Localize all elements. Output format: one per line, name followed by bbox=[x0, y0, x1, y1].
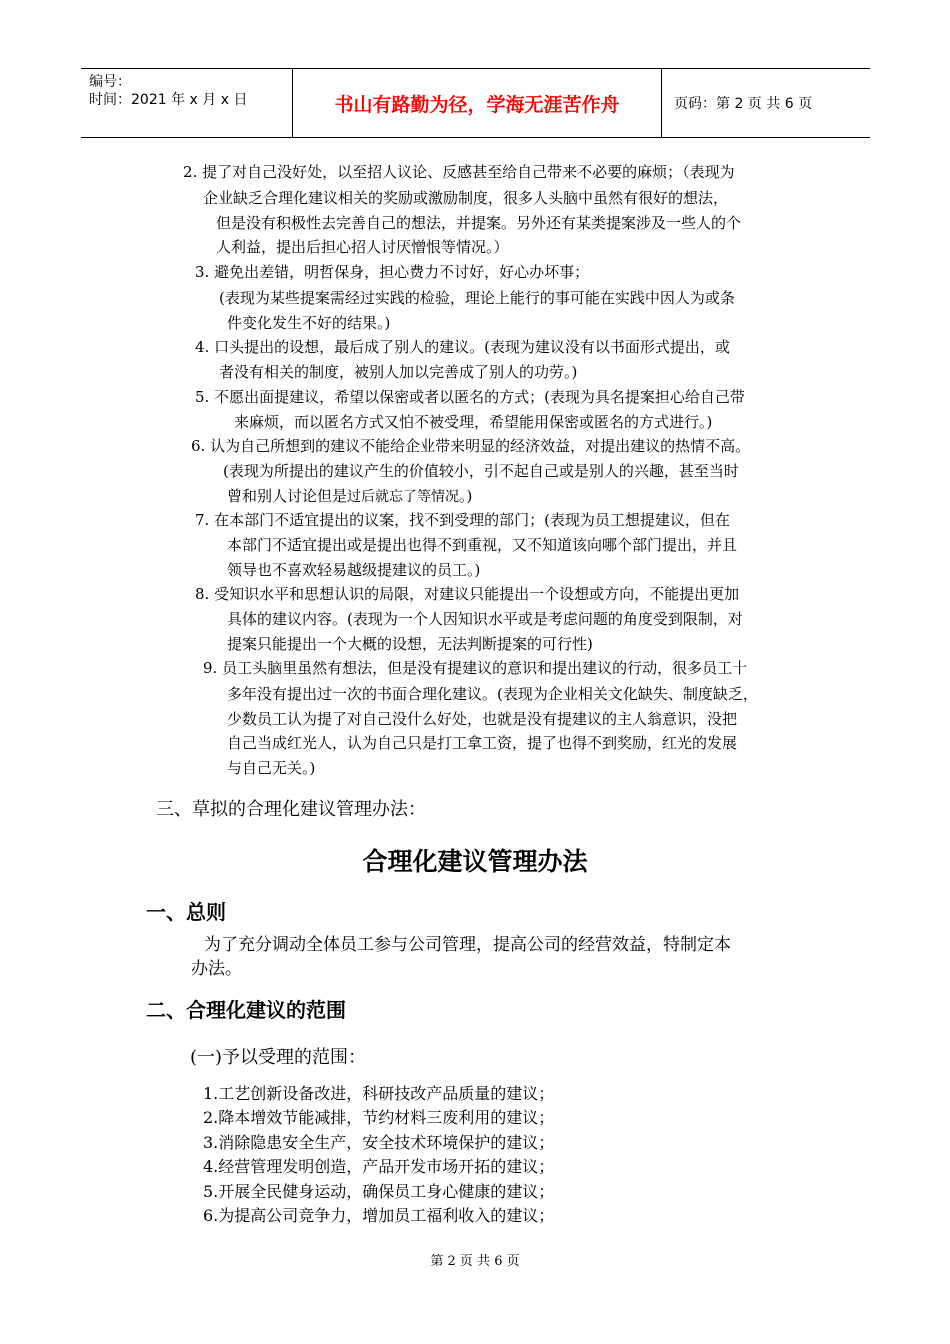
section-heading: 三、草拟的合理化建议管理办法： bbox=[156, 799, 426, 820]
text-line: 9. 员工头脑里虽然有想法，但是没有提建议的意识和提出建议的行动，很多员工十 bbox=[203, 659, 748, 677]
subsection-heading: (一)予以受理的范围： bbox=[190, 1047, 367, 1068]
list-item: 5.开展全民健身运动，确保员工身心健康的建议； bbox=[203, 1182, 555, 1201]
text-segment: 过后就忘了等情况 bbox=[347, 489, 460, 505]
list-item: 2.降本增效节能减排，节约材料三废利用的建议； bbox=[203, 1108, 555, 1127]
text-line: 办法。 bbox=[191, 959, 242, 979]
list-item: 6.为提高公司竞争力，增加员工福利收入的建议； bbox=[203, 1206, 555, 1225]
text-line: 8. 受知识水平和思想认识的局限，对建议只能提出一个设想或方向，不能提出更加 bbox=[195, 585, 740, 603]
text-line: 领导也不喜欢轻易越级提建议的员工。) bbox=[227, 561, 481, 579]
page-header bbox=[81, 68, 870, 138]
text-line: 企业缺乏合理化建议相关的奖励或激励制度，很多人头脑中虽然有很好的想法， bbox=[203, 189, 729, 207]
text-line: 2. 提了对自己没好处，以至招人议论、反感甚至给自己带来不必要的麻烦；（表现为 bbox=[183, 163, 735, 181]
header-meta bbox=[81, 69, 293, 137]
text-line: 件变化发生不好的结果。) bbox=[227, 314, 391, 332]
text-line: 人利益，提出后担心招人讨厌憎恨等情况。） bbox=[216, 238, 509, 256]
list-item: 3.消除隐患安全生产，安全技术环境保护的建议； bbox=[203, 1133, 555, 1152]
document-title: 合理化建议管理办法 bbox=[362, 847, 588, 876]
text-line: 5. 不愿出面提建议，希望以保密或者以匿名的方式；(表现为具名提案担心给自己带 bbox=[195, 388, 745, 406]
text-segment: 曾和别人讨论但是 bbox=[227, 487, 348, 505]
text-line: 多年没有提出过一次的书面合理化建议。(表现为企业相关文化缺失、制度缺乏， bbox=[227, 685, 758, 703]
text-line: (表现为某些提案需经过实践的检验，理论上能行的事可能在实践中因人为或条 bbox=[219, 289, 735, 307]
text-line bbox=[227, 486, 472, 507]
list-item: 1.工艺创新设备改进，科研技改产品质量的建议； bbox=[203, 1084, 555, 1103]
text-segment: 。) bbox=[459, 487, 473, 505]
text-line: 提案只能提出一个大概的设想，无法判断提案的可行性) bbox=[227, 635, 593, 653]
text-line: 来麻烦，而以匿名方式又怕不被受理，希望能用保密或匿名的方式进行。) bbox=[234, 413, 713, 431]
text-line: 少数员工认为提了对自己没什么好处，也就是没有提建议的主人翁意识，没把 bbox=[227, 710, 738, 728]
header-number: 编号： bbox=[89, 74, 131, 90]
text-line: 但是没有积极性去完善自己的想法，并提案。另外还有某类提案涉及一些人的个 bbox=[216, 214, 742, 232]
header-page: 页码：第 2 页 共 6 页 bbox=[674, 96, 813, 112]
text-line: (表现为所提出的建议产生的价值较小，引不起自己或是别人的兴趣，甚至当时 bbox=[223, 462, 739, 480]
text-line: 者没有相关的制度，被别人加以完善成了别人的功劳。) bbox=[219, 363, 578, 381]
text-line: 本部门不适宜提出或是提出也得不到重视，又不知道该向哪个部门提出，并且 bbox=[227, 536, 738, 554]
text-line: 4. 口头提出的设想，最后成了别人的建议。(表现为建议没有以书面形式提出，或 bbox=[195, 338, 730, 356]
text-line: 为了充分调动全体员工参与公司管理，提高公司的经营效益，特制定本 bbox=[204, 935, 731, 955]
text-line: 7. 在本部门不适宜提出的议案，找不到受理的部门；(表现为员工想提建议，但在 bbox=[195, 511, 730, 529]
text-line: 6. 认为自己所想到的建议不能给企业带来明显的经济效益，对提出建议的热情不高。 bbox=[191, 437, 751, 455]
section-heading: 二、合理化建议的范围 bbox=[146, 998, 346, 1022]
text-line: 3. 避免出差错，明哲保身，担心费力不讨好，好心办坏事； bbox=[195, 263, 590, 281]
header-date: 时间：2021 年 x 月 x 日 bbox=[89, 92, 248, 108]
text-line: 自己当成红光人，认为自己只是打工拿工资，提了也得不到奖励，红光的发展 bbox=[227, 734, 738, 752]
text-line: 与自己无关。) bbox=[227, 759, 316, 777]
section-heading: 一、总则 bbox=[146, 900, 226, 924]
header-motto: 书山有路勤为径，学海无涯苦作舟 bbox=[293, 69, 662, 137]
text-line: 具体的建议内容。(表现为一个人因知识水平或是考虑问题的角度受到限制，对 bbox=[227, 610, 743, 628]
page-footer: 第 2 页 共 6 页 bbox=[430, 1254, 520, 1269]
list-item: 4.经营管理发明创造，产品开发市场开拓的建议； bbox=[203, 1157, 555, 1176]
